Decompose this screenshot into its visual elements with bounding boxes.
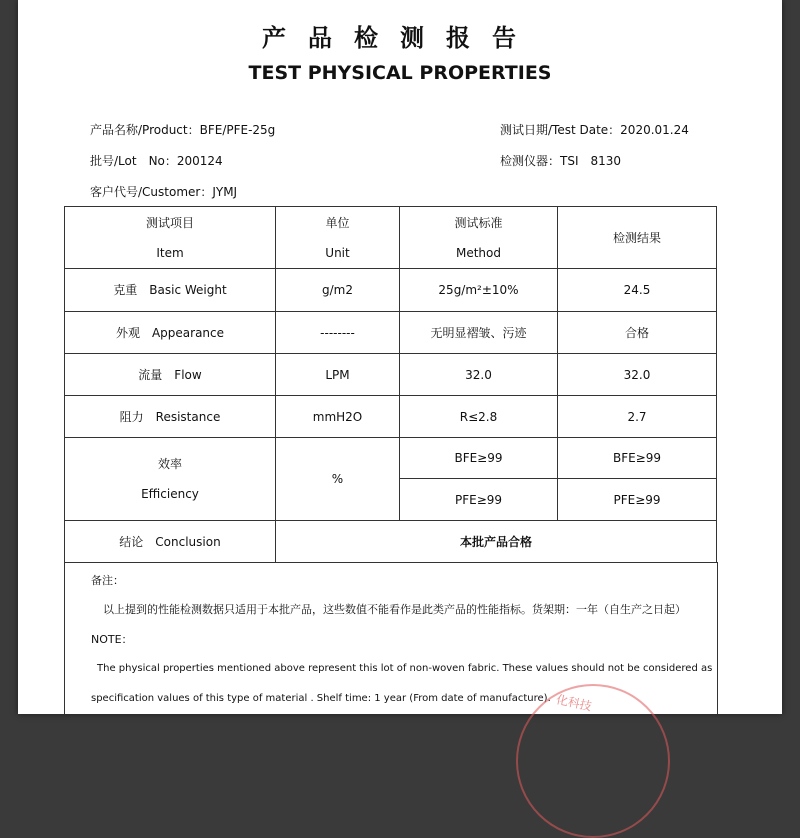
row-result: 合格 — [558, 312, 717, 354]
report-title-cn: 产品检测报告 — [262, 23, 538, 52]
test-date: 测试日期/Test Date：2020.01.24 — [500, 123, 689, 137]
test-instrument: 检测仪器：TSI 8130 — [500, 154, 622, 168]
efficiency-item — [65, 438, 276, 521]
efficiency-row-bfe — [65, 438, 717, 479]
header-method-cn: 测试标准 — [454, 215, 503, 230]
row-result: 24.5 — [558, 269, 717, 312]
header-item-cn: 测试项目 — [145, 215, 194, 230]
row-method: 无明显褶皱、污迹 — [400, 312, 558, 354]
table-header-row — [65, 207, 717, 269]
header-unit-cn: 单位 — [325, 215, 350, 230]
product-name: 产品名称/Product：BFE/PFE-25g — [90, 123, 276, 137]
header-method-en: Method — [455, 245, 501, 260]
notes-label-cn: 备注： — [91, 574, 124, 587]
efficiency-unit: % — [276, 438, 400, 521]
row-unit: mmH2O — [276, 396, 400, 438]
report-title-en: TEST PHYSICAL PROPERTIES — [248, 62, 552, 84]
header-item — [65, 207, 276, 269]
conclusion-value: 本批产品合格 — [276, 521, 717, 563]
row-item: 外观 Appearance — [65, 312, 276, 354]
notes-label-en: NOTE： — [91, 633, 133, 646]
table-row — [65, 396, 717, 438]
row-unit: -------- — [276, 312, 400, 354]
header-item-en: Item — [156, 245, 184, 260]
header-unit-en: Unit — [325, 245, 350, 260]
efficiency-item-en: Efficiency — [141, 487, 199, 501]
conclusion-label: 结论 Conclusion — [65, 521, 276, 563]
header-method — [400, 207, 558, 269]
pfe-result: PFE≥99 — [558, 479, 717, 521]
row-unit: g/m2 — [276, 269, 400, 312]
bfe-method: BFE≥99 — [400, 438, 558, 479]
row-item: 阻力 Resistance — [65, 396, 276, 438]
notes-text-en-2: specification values of this type of material . Shelf time: 1 year (From date of manufacture). — [91, 693, 551, 704]
pfe-method: PFE≥99 — [400, 479, 558, 521]
row-item: 流量 Flow — [65, 354, 276, 396]
company-seal — [516, 684, 670, 838]
efficiency-item-cn: 效率 — [157, 457, 182, 471]
row-method: 25g/m²±10% — [400, 269, 558, 312]
seal-text: 化科技 — [554, 692, 593, 714]
header-unit — [276, 207, 400, 269]
lot-number: 批号/Lot No：200124 — [90, 154, 223, 168]
notes-text-en-1: The physical properties mentioned above represent this lot of non-woven fabric. These values should not be considered as — [97, 663, 713, 674]
row-unit: LPM — [276, 354, 400, 396]
table-row — [65, 312, 717, 354]
results-table — [64, 206, 717, 563]
header-result: 检测结果 — [558, 207, 717, 269]
row-method: 32.0 — [400, 354, 558, 396]
row-method: R≤2.8 — [400, 396, 558, 438]
notes-text-cn: 以上提到的性能检测数据只适用于本批产品，这些数值不能看作是此类产品的性能指标。货架期：一年（自生产之日起） — [103, 603, 686, 616]
row-result: 2.7 — [558, 396, 717, 438]
customer-code: 客户代号/Customer：JYMJ — [90, 185, 238, 199]
table-row — [65, 269, 717, 312]
bfe-result: BFE≥99 — [558, 438, 717, 479]
conclusion-row — [65, 521, 717, 563]
row-item: 克重 Basic Weight — [65, 269, 276, 312]
table-row — [65, 354, 717, 396]
row-result: 32.0 — [558, 354, 717, 396]
